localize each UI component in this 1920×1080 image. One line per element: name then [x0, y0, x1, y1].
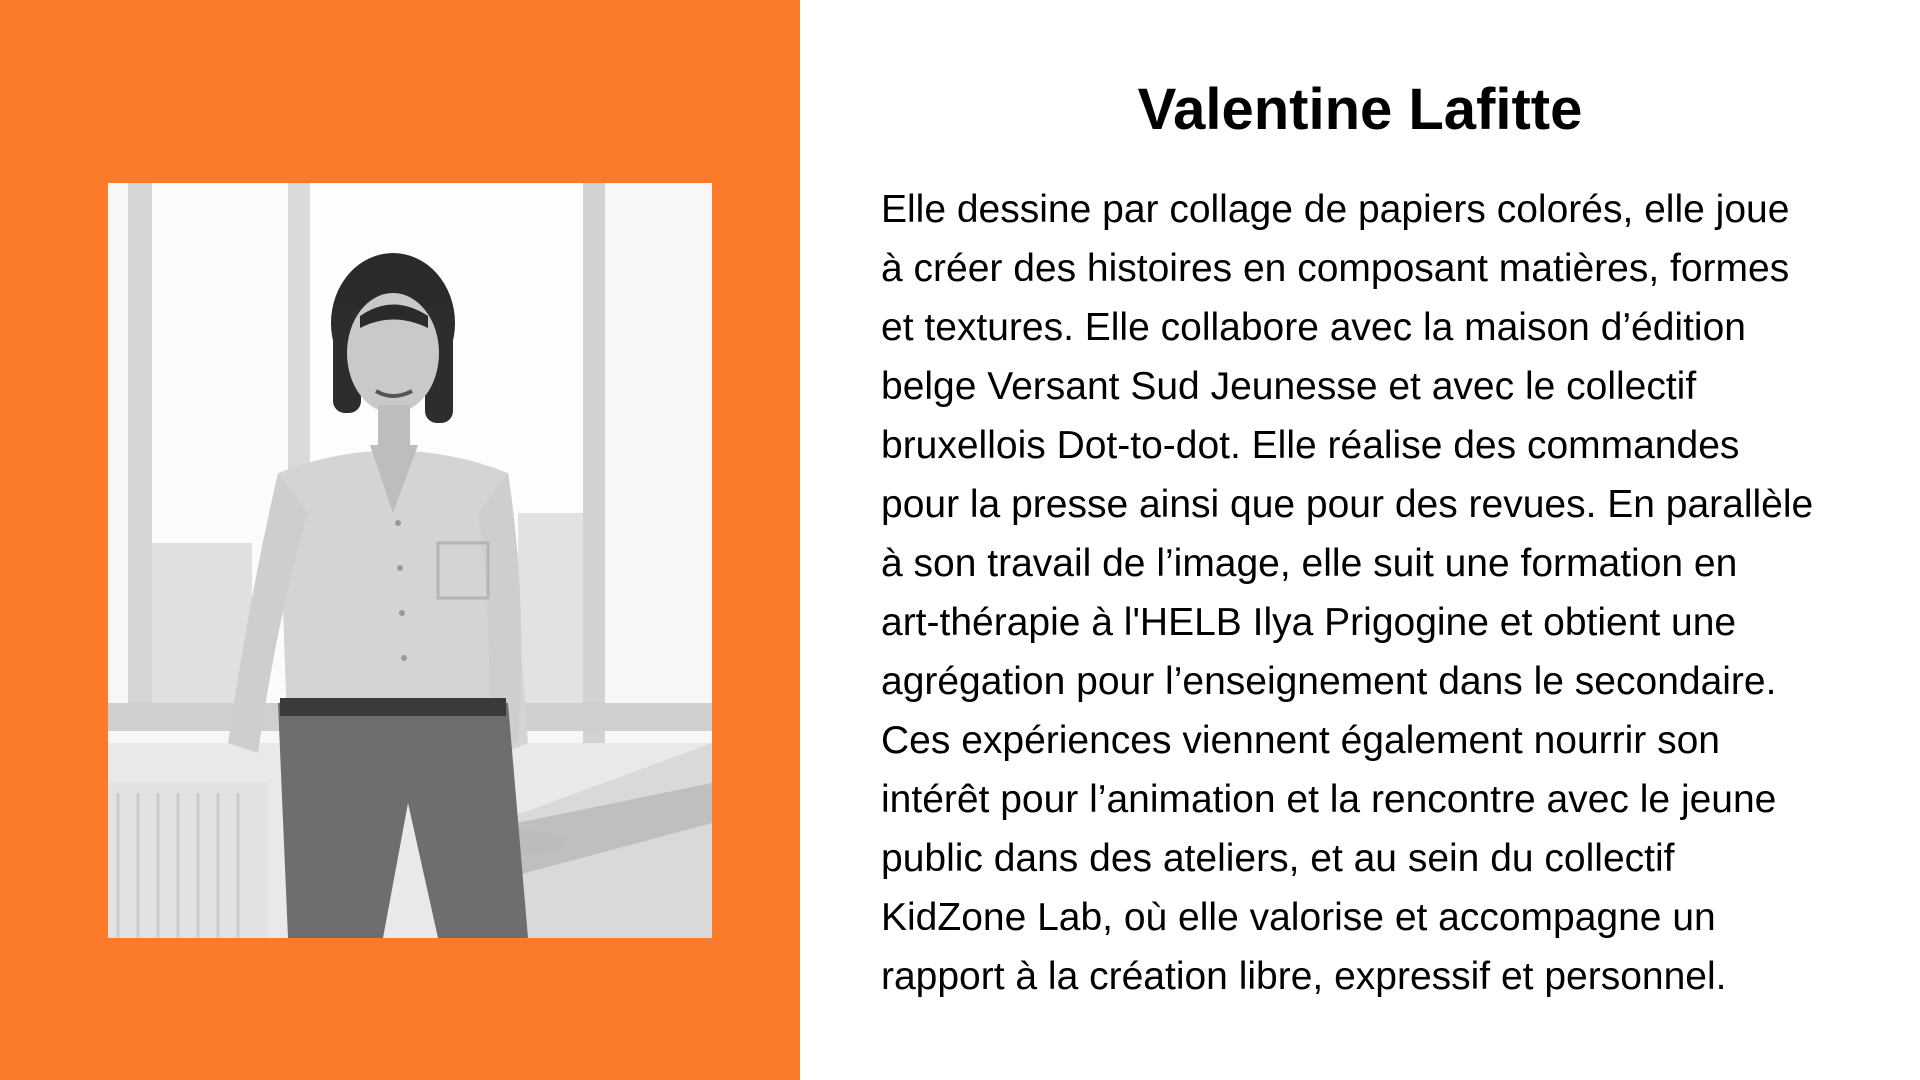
- bio-line: agrégation pour l’enseignement dans le secondaire.: [881, 660, 1777, 703]
- bio-line: et textures. Elle collabore avec la maison d’édition: [881, 306, 1746, 349]
- bio-line: Ces expériences viennent également nourrir son: [881, 719, 1720, 762]
- bio-line: art-thérapie à l'HELB Ilya Prigogine et obtient une: [881, 601, 1737, 644]
- biography-text: [881, 180, 1881, 1006]
- orange-side-panel: [0, 0, 800, 1080]
- bio-line: à son travail de l’image, elle suit une formation en: [881, 542, 1738, 585]
- bio-line: rapport à la création libre, expressif et personnel.: [881, 955, 1727, 998]
- bio-line: belge Versant Sud Jeunesse et avec le collectif: [881, 365, 1697, 408]
- portrait-photo: [108, 183, 712, 938]
- bio-line: KidZone Lab, où elle valorise et accompagne un: [881, 896, 1716, 939]
- bio-line: à créer des histoires en composant matières, formes: [881, 247, 1790, 290]
- bio-line: public dans des ateliers, et au sein du collectif: [881, 837, 1675, 880]
- bio-line: Elle dessine par collage de papiers colorés, elle joue: [881, 188, 1790, 231]
- person-name-title: Valentine Lafitte: [1137, 77, 1583, 142]
- bio-line: bruxellois Dot-to-dot. Elle réalise des commandes: [881, 424, 1740, 467]
- bio-line: pour la presse ainsi que pour des revues. En parallèle: [881, 483, 1814, 526]
- portrait-photo-image: [108, 183, 712, 938]
- bio-line: intérêt pour l’animation et la rencontre avec le jeune: [881, 778, 1777, 821]
